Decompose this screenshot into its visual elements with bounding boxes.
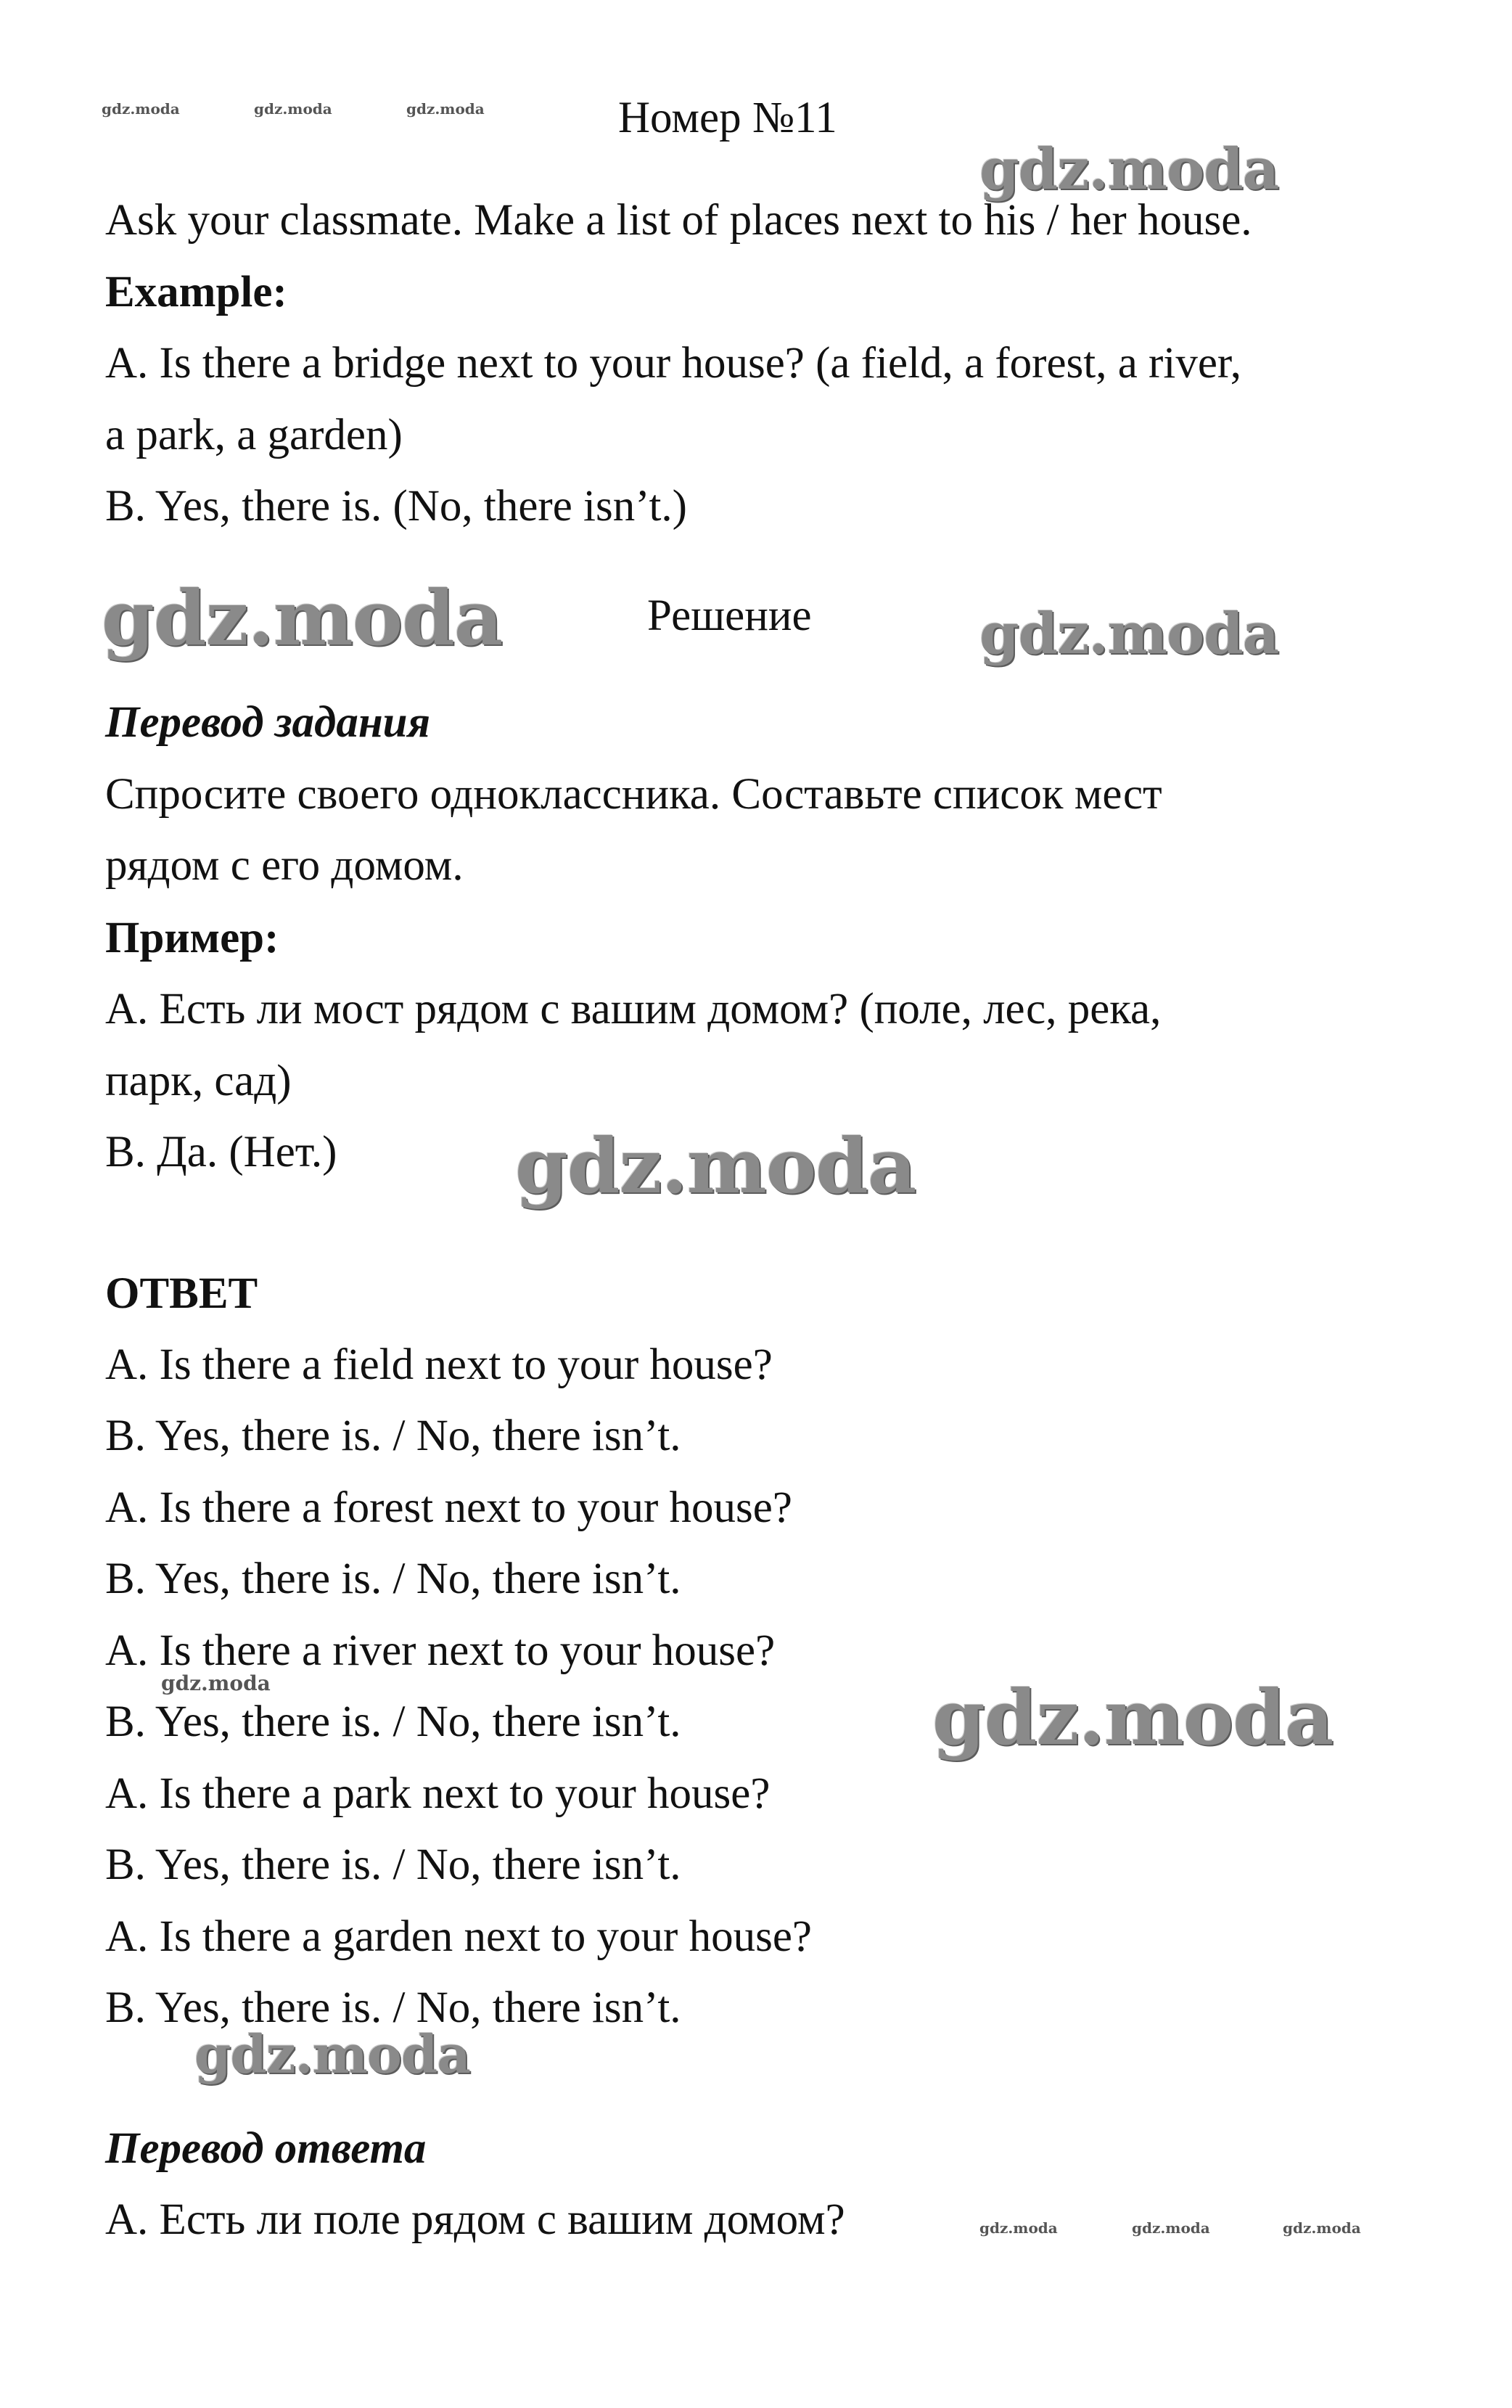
- watermark-small: gdz.moda: [254, 100, 332, 118]
- page-title: Номер №11: [618, 94, 837, 142]
- watermark-logo: gdz.moda: [979, 136, 1279, 202]
- answer-line: A. Is there a garden next to your house?: [105, 1912, 812, 1961]
- answer-line: B. Yes, there is. / No, there isn’t.: [105, 1412, 681, 1460]
- answer-translation-heading: Перевод ответа: [105, 2124, 427, 2173]
- watermark-small: gdz.moda: [1283, 2219, 1361, 2237]
- watermark-small: gdz.moda: [102, 100, 180, 118]
- watermark-small: gdz.moda: [406, 100, 485, 118]
- answer-line: A. Is there a field next to your house?: [105, 1340, 773, 1389]
- example-answer: B. Yes, there is. (No, there isn’t.): [105, 482, 687, 531]
- watermark-logo: gdz.moda: [932, 1673, 1334, 1762]
- solution-heading: Решение: [647, 591, 812, 640]
- translation-example-line1: A. Есть ли мост рядом с вашим домом? (поле, лес, река,: [105, 985, 1162, 1033]
- watermark-logo: gdz.moda: [194, 2023, 470, 2085]
- answer-translation-line: A. Есть ли поле рядом с вашим домом?: [105, 2195, 845, 2244]
- answer-line: B. Yes, there is. / No, there isn’t.: [105, 1698, 681, 1746]
- answer-line: B. Yes, there is. / No, there isn’t.: [105, 1840, 681, 1889]
- translation-line2: рядом с его домом.: [105, 841, 464, 890]
- example-question-line1: A. Is there a bridge next to your house? (a field, a forest, a river,: [105, 339, 1242, 388]
- watermark-small: gdz.moda: [979, 2219, 1058, 2237]
- answer-line: A. Is there a park next to your house?: [105, 1769, 771, 1818]
- answer-heading: ОТВЕТ: [105, 1269, 258, 1318]
- example-question-line2: a park, a garden): [105, 411, 403, 459]
- translation-example-answer: B. Да. (Нет.): [105, 1128, 337, 1176]
- answer-line: B. Yes, there is. / No, there isn’t.: [105, 1555, 681, 1603]
- answer-line: A. Is there a river next to your house?: [105, 1626, 776, 1675]
- translation-line1: Спросите своего одноклассника. Составьте список мест: [105, 770, 1162, 819]
- example-heading: Example:: [105, 268, 287, 316]
- translation-heading: Перевод задания: [105, 698, 431, 747]
- watermark-small: gdz.moda: [161, 1671, 271, 1695]
- watermark-logo: gdz.moda: [102, 573, 503, 663]
- answer-line: B. Yes, there is. / No, there isn’t.: [105, 1983, 681, 2032]
- answer-line: A. Is there a forest next to your house?: [105, 1483, 792, 1532]
- translation-example-heading: Пример:: [105, 914, 279, 962]
- watermark-small: gdz.moda: [1132, 2219, 1210, 2237]
- watermark-logo: gdz.moda: [979, 601, 1279, 667]
- watermark-logo: gdz.moda: [515, 1121, 916, 1211]
- translation-example-line2: парк, сад): [105, 1057, 292, 1105]
- task-instruction: Ask your classmate. Make a list of places next to his / her house.: [105, 196, 1252, 245]
